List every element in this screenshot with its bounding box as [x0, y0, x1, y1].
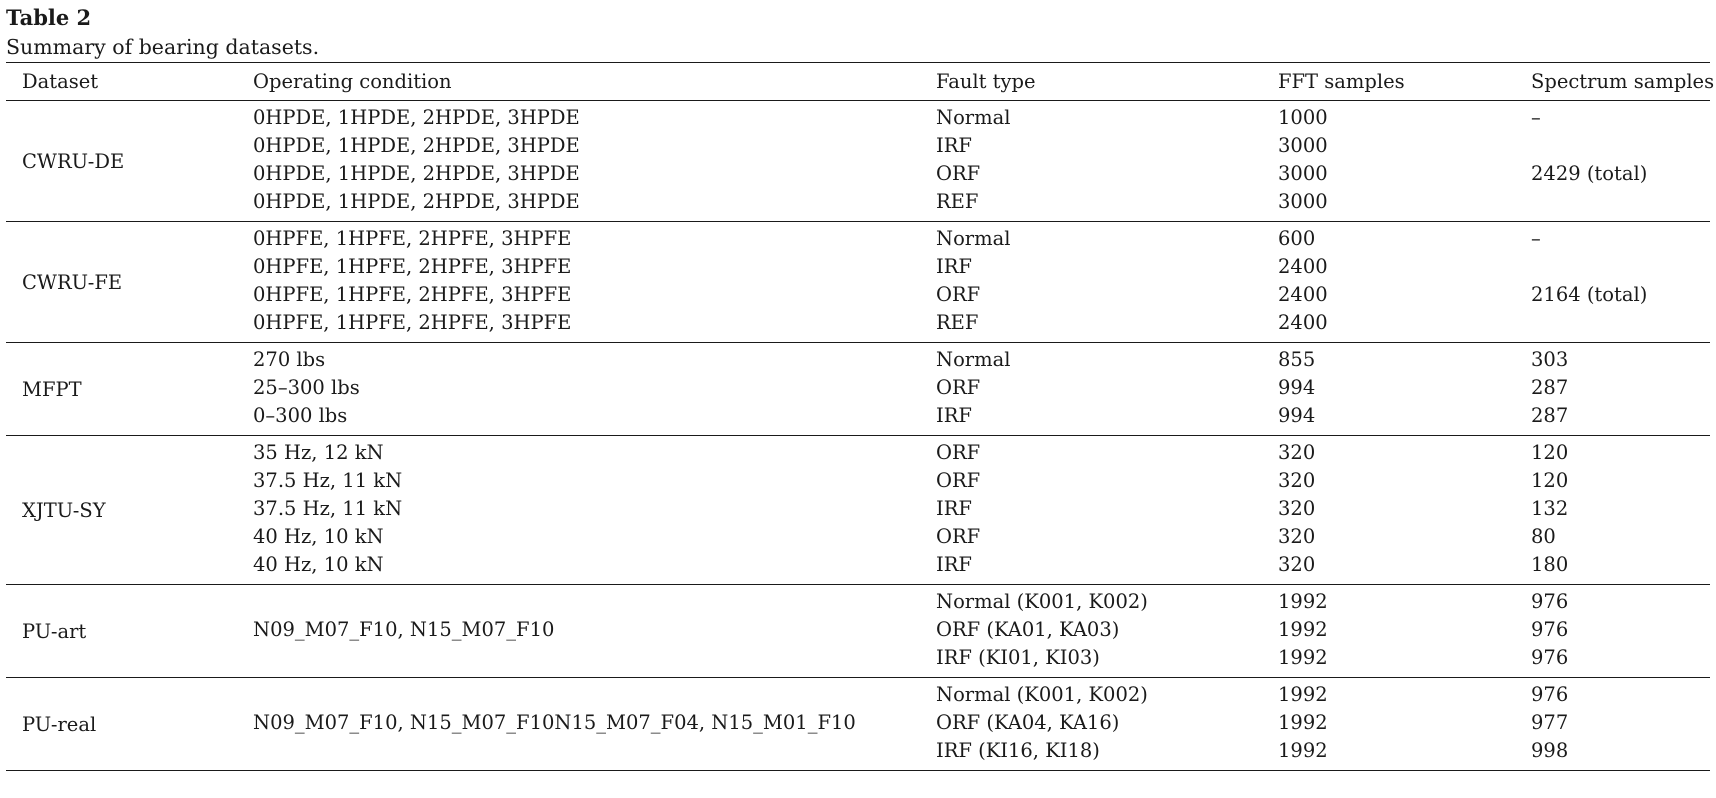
table-cell-line [237, 681, 920, 709]
table-cell-line: 320 [1278, 553, 1316, 576]
table-cell-line: ORF (KA04, KA16) [936, 711, 1120, 734]
table-cell-line: 3000 [1278, 162, 1328, 185]
table-cell-line: 994 [1278, 376, 1316, 399]
fft-samples-cell [1262, 101, 1515, 222]
table-cell-line: 35 Hz, 12 kN [253, 441, 384, 464]
operating-condition-cell [237, 343, 920, 436]
fft-samples-cell [1262, 585, 1515, 678]
table-cell-line: 40 Hz, 10 kN [253, 553, 384, 576]
fault-type-cell [920, 678, 1262, 771]
dataset-group-row [6, 585, 1710, 678]
table-cell-line: 1992 [1278, 739, 1328, 762]
table-cell-line: 600 [1278, 227, 1316, 250]
fault-type-cell [920, 585, 1262, 678]
table-cell-line: 1992 [1278, 646, 1328, 669]
table-cell-line: 3000 [1278, 190, 1328, 213]
table-caption: Summary of bearing datasets. [6, 35, 320, 59]
table-cell-line [1515, 188, 1710, 216]
table-cell-line: 1992 [1278, 683, 1328, 706]
dataset-group-row [6, 436, 1710, 585]
dataset-name-cell: PU-art [22, 619, 87, 643]
dataset-name-cell: CWRU-DE [22, 149, 125, 173]
table-cell-line: 976 [1531, 618, 1569, 641]
table-cell-line: IRF [936, 404, 972, 427]
fault-type-cell [920, 101, 1262, 222]
table-cell-line: 0HPFE, 1HPFE, 2HPFE, 3HPFE [253, 227, 572, 250]
table-cell-line: 320 [1278, 497, 1316, 520]
table-cell-line: 855 [1278, 348, 1316, 371]
fault-type-cell [920, 343, 1262, 436]
table-cell-line: Normal [936, 348, 1011, 371]
operating-condition-cell [237, 678, 920, 771]
table-cell-line: 976 [1531, 683, 1569, 706]
table-cell-line: 270 lbs [253, 348, 326, 371]
table-cell-line [1515, 253, 1710, 281]
table-cell-line: 1992 [1278, 711, 1328, 734]
operating-condition-cell [237, 585, 920, 678]
table-cell-line: 994 [1278, 404, 1316, 427]
table-cell-line: 80 [1531, 525, 1556, 548]
table-cell-line: 976 [1531, 646, 1569, 669]
fft-samples-cell [1262, 436, 1515, 585]
table-cell-line: ORF [936, 525, 981, 548]
table-cell-line [237, 644, 920, 672]
table-cell-line: 0HPDE, 1HPDE, 2HPDE, 3HPDE [253, 106, 580, 129]
table-cell-line: 3000 [1278, 134, 1328, 157]
table-cell-line: 180 [1531, 553, 1569, 576]
table-cell-line: 2400 [1278, 311, 1328, 334]
table-cell-line: REF [936, 190, 979, 213]
dataset-name-cell: PU-real [22, 712, 97, 736]
dataset-name-cell: CWRU-FE [22, 270, 123, 294]
fft-samples-cell [1262, 343, 1515, 436]
table-cell-line: 320 [1278, 469, 1316, 492]
table-cell-line [237, 588, 920, 616]
table-cell-line: N09_M07_F10, N15_M07_F10N15_M07_F04, N15_M01_F10 [253, 711, 856, 734]
table-cell-line: 0HPDE, 1HPDE, 2HPDE, 3HPDE [253, 134, 580, 157]
spectrum-samples-cell [1515, 222, 1710, 343]
table-cell-line: – [1531, 227, 1541, 250]
table-cell-line: IRF [936, 134, 972, 157]
table-cell-line: 0HPFE, 1HPFE, 2HPFE, 3HPFE [253, 283, 572, 306]
table-cell-line: ORF [936, 162, 981, 185]
fft-samples-cell [1262, 678, 1515, 771]
table-cell-line [1515, 309, 1710, 337]
table-cell-line: IRF [936, 497, 972, 520]
fault-type-cell [920, 222, 1262, 343]
header-operating-condition: Operating condition [237, 63, 920, 101]
operating-condition-cell [237, 436, 920, 585]
dataset-group-row [6, 222, 1710, 343]
spectrum-samples-cell [1515, 585, 1710, 678]
table-cell-line: 2400 [1278, 255, 1328, 278]
table-cell-line: 0HPFE, 1HPFE, 2HPFE, 3HPFE [253, 255, 572, 278]
table-body [6, 101, 1710, 771]
table-cell-line: 0HPDE, 1HPDE, 2HPDE, 3HPDE [253, 162, 580, 185]
table-cell-line: 1992 [1278, 618, 1328, 641]
operating-condition-cell [237, 101, 920, 222]
table-cell-line: 977 [1531, 711, 1569, 734]
table-cell-line: 0–300 lbs [253, 404, 348, 427]
table-cell-line: 40 Hz, 10 kN [253, 525, 384, 548]
operating-condition-cell [237, 222, 920, 343]
table-cell-line: N09_M07_F10, N15_M07_F10 [253, 618, 555, 641]
table-cell-line: 1992 [1278, 590, 1328, 613]
table-cell-line: 0HPFE, 1HPFE, 2HPFE, 3HPFE [253, 311, 572, 334]
table-cell-line: 287 [1531, 376, 1569, 399]
table-cell-line: REF [936, 311, 979, 334]
table-cell-line: 2429 (total) [1531, 162, 1648, 185]
table-cell-line: 976 [1531, 590, 1569, 613]
dataset-name-cell: MFPT [22, 377, 82, 401]
table-cell-line: IRF [936, 553, 972, 576]
table-cell-line: 37.5 Hz, 11 kN [253, 469, 403, 492]
table-cell-line: 2400 [1278, 283, 1328, 306]
table-cell-line: 37.5 Hz, 11 kN [253, 497, 403, 520]
table-cell-line: 287 [1531, 404, 1569, 427]
table-cell-line: 120 [1531, 469, 1569, 492]
table-cell-line: Normal (K001, K002) [936, 683, 1148, 706]
spectrum-samples-cell [1515, 343, 1710, 436]
table-cell-line: IRF (KI01, KI03) [936, 646, 1100, 669]
dataset-name-cell: XJTU-SY [22, 498, 106, 522]
table-cell-line: 132 [1531, 497, 1569, 520]
bearing-datasets-table [6, 62, 1715, 771]
header-fault-type: Fault type [920, 63, 1262, 101]
header-fft-samples: FFT samples [1262, 63, 1515, 101]
table-cell-line [237, 737, 920, 765]
table-label: Table 2 [6, 5, 92, 30]
spectrum-samples-cell [1515, 678, 1710, 771]
spectrum-samples-cell [1515, 101, 1710, 222]
table-cell-line: ORF [936, 441, 981, 464]
table-cell-line: 320 [1278, 525, 1316, 548]
table-container [6, 4, 1715, 771]
table-cell-line: ORF (KA01, KA03) [936, 618, 1120, 641]
table-cell-line: ORF [936, 469, 981, 492]
table-cell-line: 998 [1531, 739, 1569, 762]
table-cell-line: 25–300 lbs [253, 376, 360, 399]
table-cell-line: Normal [936, 227, 1011, 250]
table-cell-line: Normal (K001, K002) [936, 590, 1148, 613]
spectrum-samples-cell [1515, 436, 1710, 585]
table-cell-line [1515, 132, 1710, 160]
table-cell-line: ORF [936, 283, 981, 306]
table-cell-line: IRF [936, 255, 972, 278]
fft-samples-cell [1262, 222, 1515, 343]
table-cell-line: 1000 [1278, 106, 1328, 129]
table-cell-line: 120 [1531, 441, 1569, 464]
table-cell-line: IRF (KI16, KI18) [936, 739, 1100, 762]
header-dataset: Dataset [6, 63, 237, 101]
dataset-group-row [6, 678, 1710, 771]
table-cell-line: 320 [1278, 441, 1316, 464]
table-cell-line: 2164 (total) [1531, 283, 1648, 306]
table-cell-line: ORF [936, 376, 981, 399]
table-cell-line: – [1531, 106, 1541, 129]
table-cell-line: 303 [1531, 348, 1569, 371]
table-header-row [6, 63, 1710, 101]
dataset-group-row [6, 343, 1710, 436]
table-cell-line: 0HPDE, 1HPDE, 2HPDE, 3HPDE [253, 190, 580, 213]
header-spectrum-samples: Spectrum samples [1515, 63, 1710, 101]
dataset-group-row [6, 101, 1710, 222]
fault-type-cell [920, 436, 1262, 585]
table-cell-line: Normal [936, 106, 1011, 129]
